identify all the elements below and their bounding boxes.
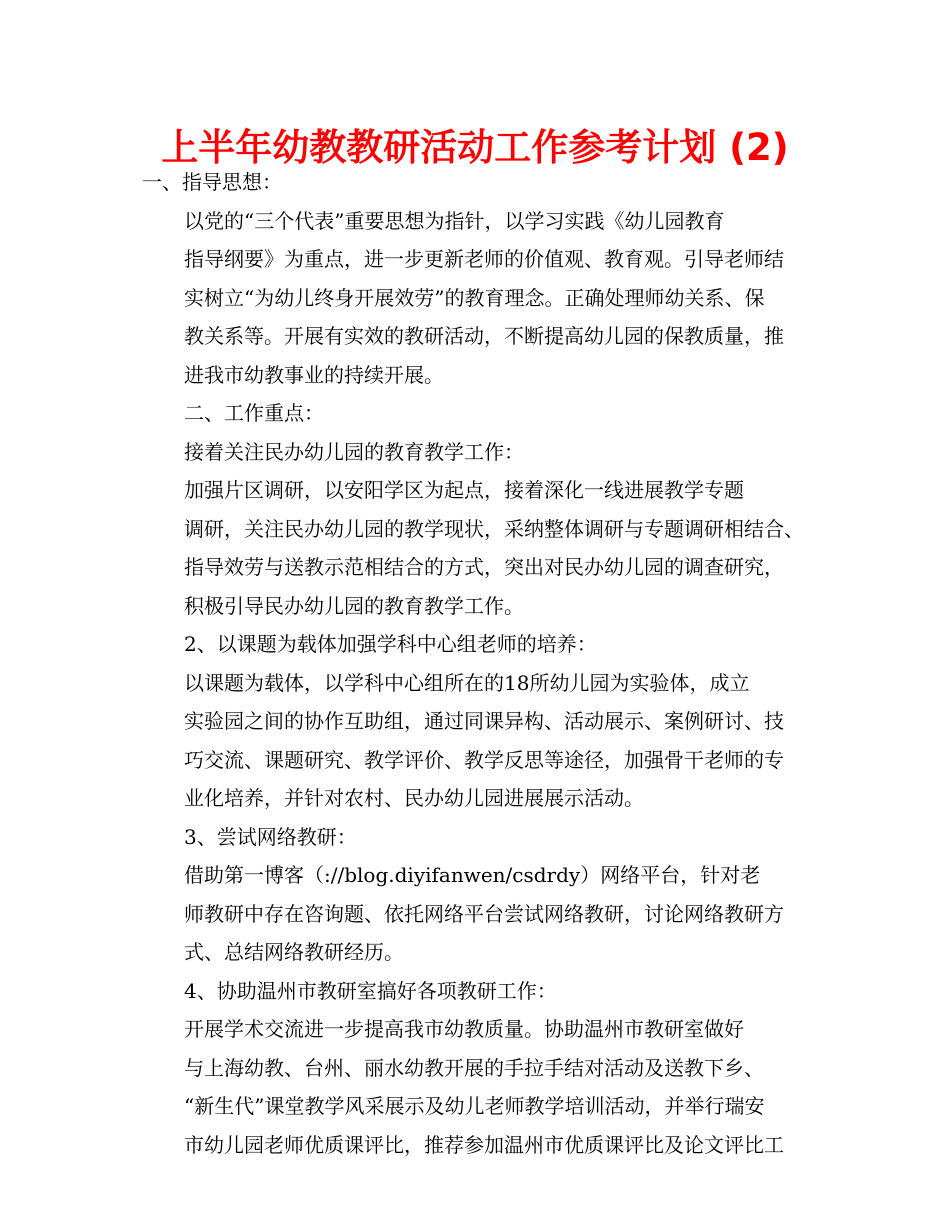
text-line: 业化培养，并针对农村、民办幼儿园进展展示活动。 xyxy=(184,786,644,810)
text-line: 巧交流、课题研究、教学评价、教学反思等途径，加强骨干老师的专 xyxy=(184,747,784,772)
paragraph-p9 xyxy=(142,972,832,1011)
text-line: 二、工作重点： xyxy=(184,401,324,425)
text-line: 调研，关注民办幼儿园的教学现状，采纳整体调研与专题调研相结合、 xyxy=(184,516,804,541)
paragraph-p0 xyxy=(142,163,832,202)
text-line: 市幼儿园老师优质课评比，推荐参加温州市优质课评比及论文评比工 xyxy=(184,1132,784,1157)
text-line: 以课题为载体，以学科中心组所在的18所幼儿园为实验体，成立 xyxy=(184,670,750,695)
text-line: 师教研中存在咨询题、依托网络平台尝试网络教研，讨论网络教研方 xyxy=(184,901,784,926)
text-line: 与上海幼教、台州、丽水幼教开展的手拉手结对活动及送教下乡、 xyxy=(184,1055,764,1080)
text-line: 实树立“为幼儿终身开展效劳”的教育理念。正确处理师幼关系、保 xyxy=(184,285,765,310)
text-line: 借助第一博客（://blog.diyifanwen/csdrdy）网络平台，针对老 xyxy=(184,863,761,887)
paragraph-p10 xyxy=(142,1010,832,1164)
paragraph-p2 xyxy=(142,394,832,433)
paragraph-p4 xyxy=(142,471,832,625)
text-line: 加强片区调研，以安阳学区为起点，接着深化一线进展教学专题 xyxy=(184,478,744,502)
text-line: 3、尝试网络教研： xyxy=(184,824,357,849)
document-body xyxy=(142,163,832,1164)
document-title: 上半年幼教教研活动工作参考计划 (2) xyxy=(161,126,789,169)
text-line: “新生代”课堂教学风采展示及幼儿老师教学培训活动，并举行瑞安 xyxy=(184,1094,765,1118)
paragraph-p1 xyxy=(142,202,832,395)
text-line: 一、指导思想： xyxy=(142,170,282,194)
text-line: 开展学术交流进一步提高我市幼教质量。协助温州市教研室做好 xyxy=(184,1017,744,1041)
text-line: 2、以课题为载体加强学科中心组老师的培养： xyxy=(184,632,597,656)
paragraph-p7 xyxy=(142,818,832,857)
paragraph-p8 xyxy=(142,856,832,972)
text-line: 进我市幼教事业的持续开展。 xyxy=(184,362,444,387)
text-line: 指导纲要》为重点，进一步更新老师的价值观、教育观。引导老师结 xyxy=(184,247,784,271)
text-line: 实验园之间的协作互助组，通过同课异构、活动展示、案例研讨、技 xyxy=(184,709,784,733)
text-line: 式、总结网络教研经历。 xyxy=(184,940,404,964)
paragraph-p5 xyxy=(142,625,832,664)
paragraph-p6 xyxy=(142,664,832,818)
text-line: 教关系等。开展有实效的教研活动，不断提高幼儿园的保教质量，推 xyxy=(184,324,784,348)
text-line: 以党的“三个代表”重要思想为指针，以学习实践《幼儿园教育 xyxy=(184,208,725,233)
text-line: 接着关注民办幼儿园的教育教学工作： xyxy=(184,439,524,464)
text-line: 4、协助温州市教研室搞好各项教研工作： xyxy=(184,978,557,1003)
text-line: 积极引导民办幼儿园的教育教学工作。 xyxy=(184,593,524,618)
paragraph-p3 xyxy=(142,433,832,472)
text-line: 指导效劳与送教示范相结合的方式，突出对民办幼儿园的调查研究， xyxy=(184,555,784,579)
